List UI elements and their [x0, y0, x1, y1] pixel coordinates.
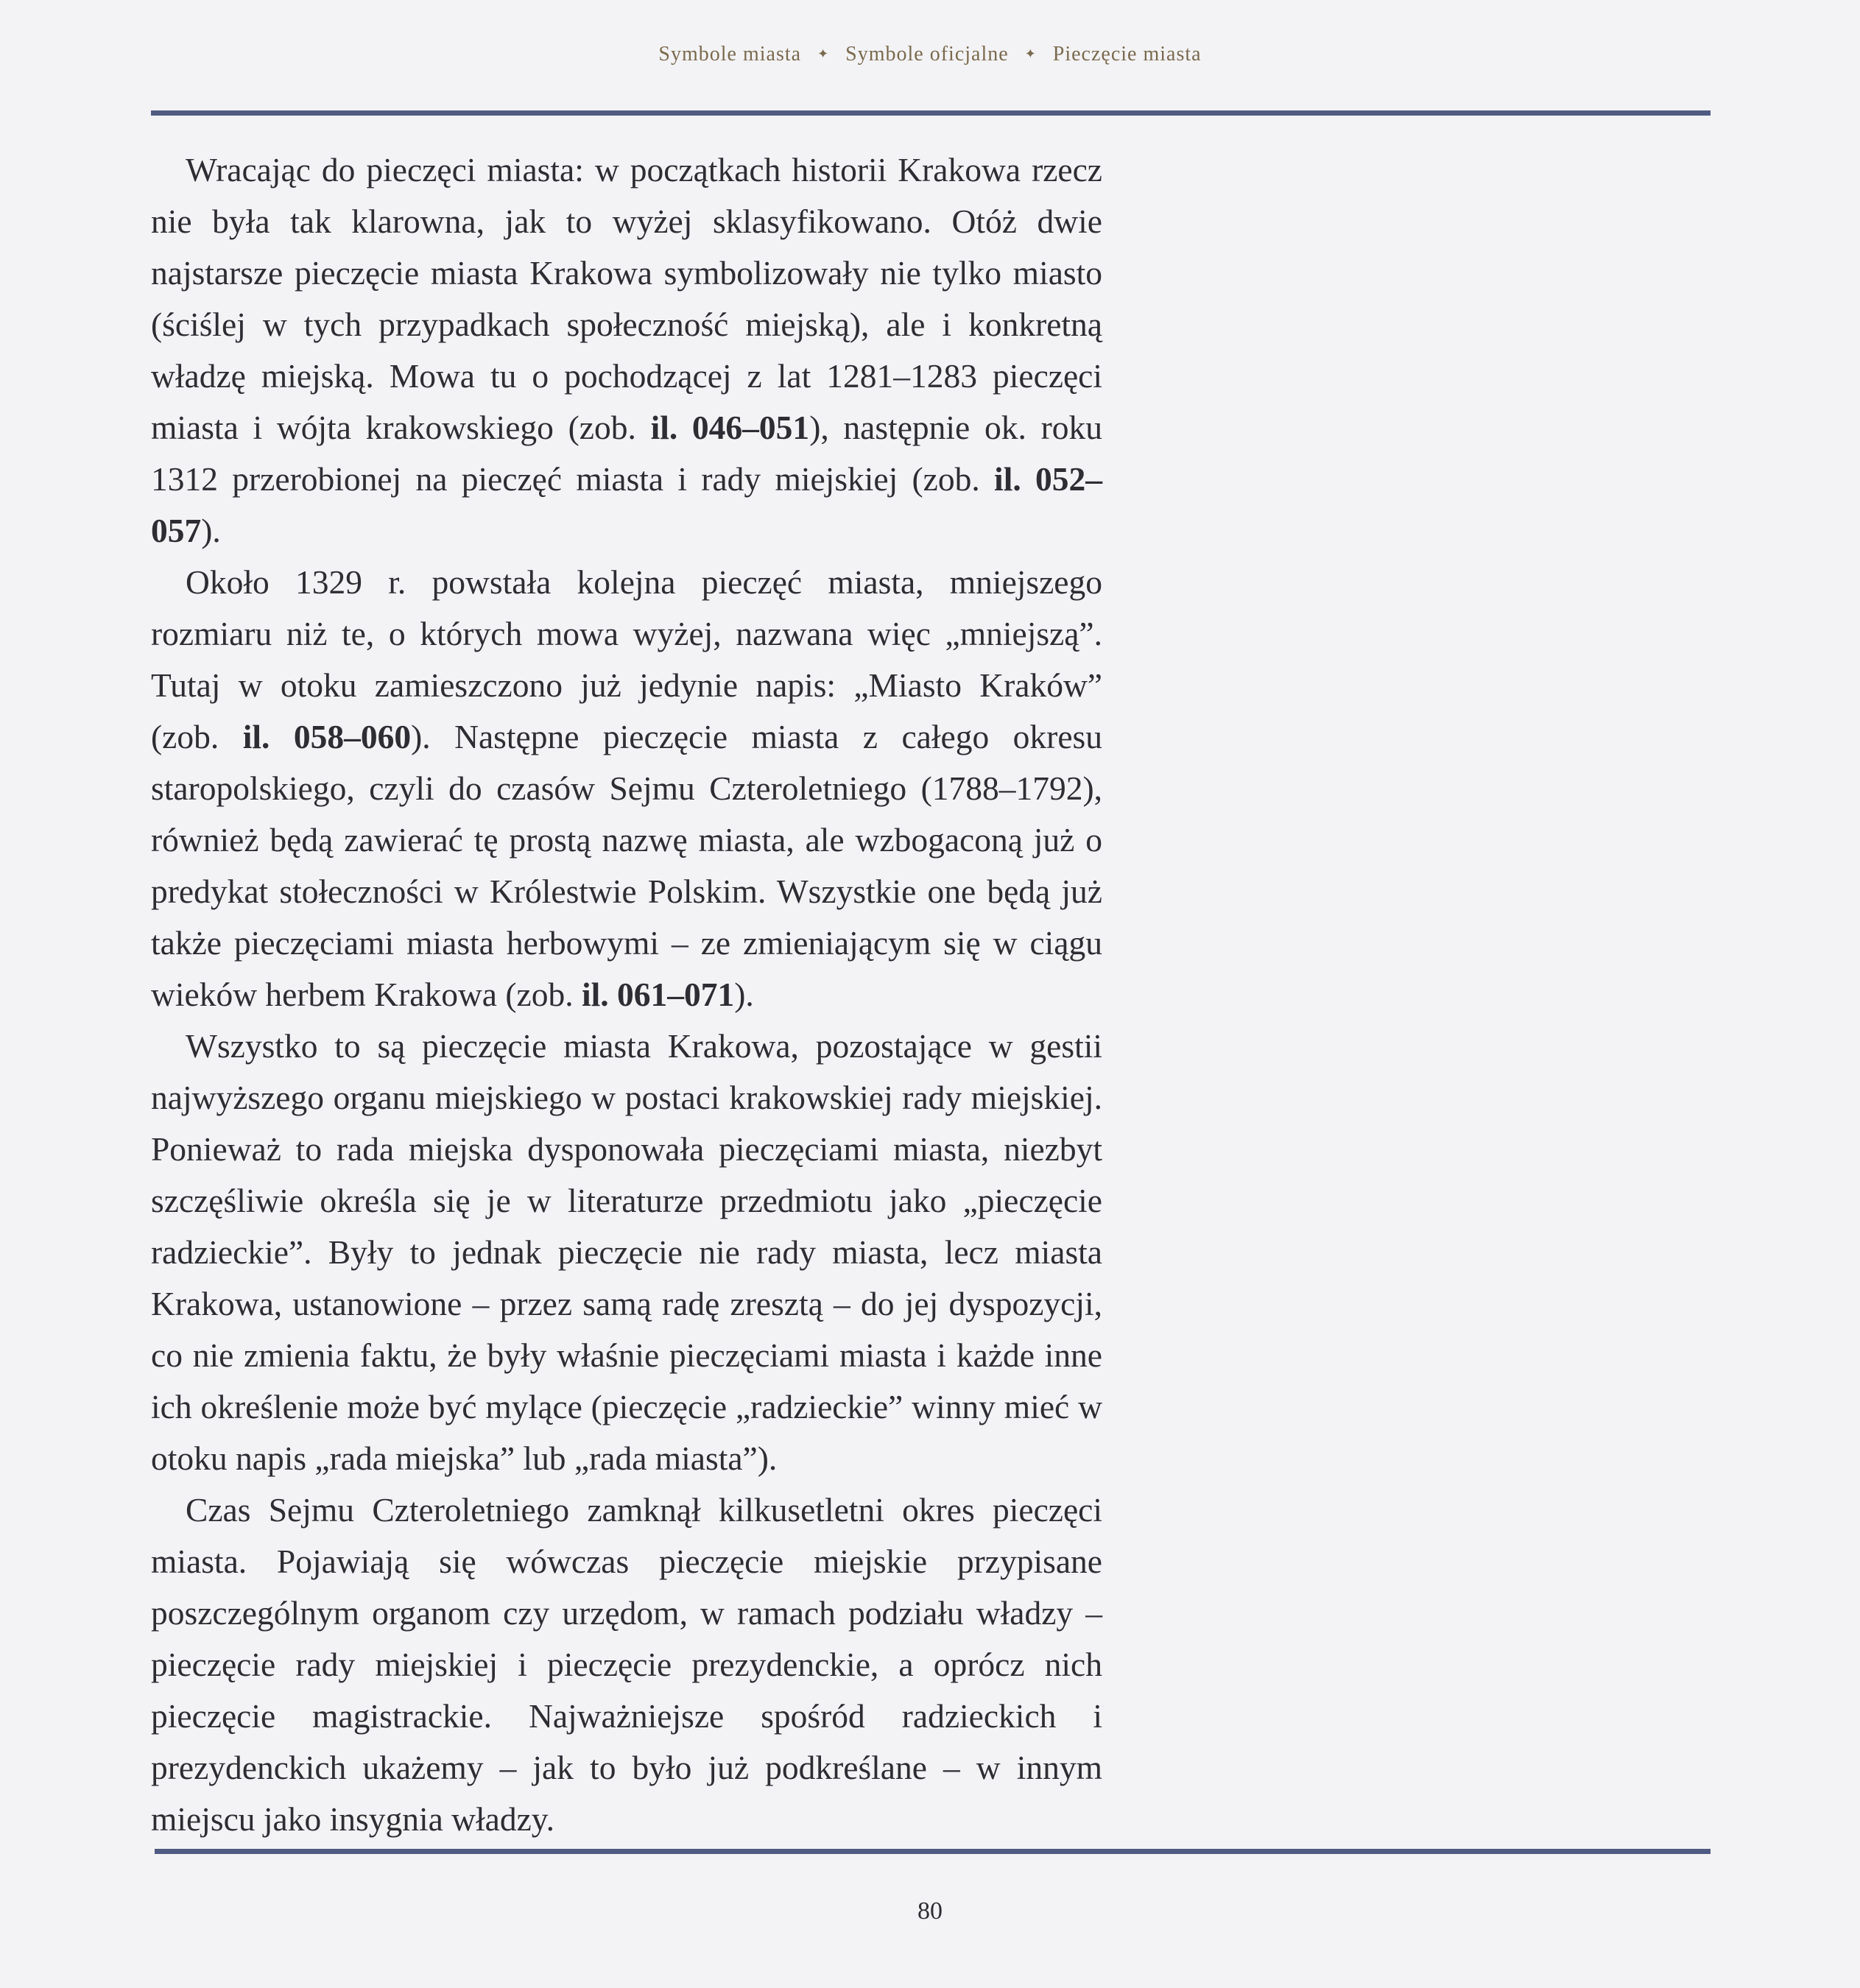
paragraph-3: Wszystko to są pieczęcie miasta Krakowa, pozostające w gestii najwyższego organu miejskiego w postaci krakowskiej rady miejskiej. Ponieważ to rada miejska dysponowała pieczęciami miasta, niezbyt szczęśliwie określa się je w literaturze przedmiotu jako „pieczęcie radzieckie”. Były to jednak pieczęcie nie rady miasta, lecz miasta Krakowa, ustanowione – przez samą radę zresztą – do jej dyspozycji, co nie zmienia faktu, że były właśnie pieczęciami miasta i każde inne ich określenie może być mylące (pieczęcie „radzieckie” winny mieć w otoku napis „rada miejska” lub „rada miasta”). [151, 1027, 1102, 1477]
separator-diamond-icon: ✦ [1024, 46, 1037, 61]
separator-diamond-icon: ✦ [817, 46, 830, 61]
paragraph-1-text-3: ). [201, 512, 221, 549]
page-number: 80 [917, 1897, 943, 1925]
paragraph-4: Czas Sejmu Czteroletniego zamknął kilkusetletni okres pieczęci miasta. Pojawiają się wówczas pieczęcie miejskie przypisane poszczególnym organom czy urzędom, w ramach podziału władzy – pieczęcie rady miejskiej i pieczęcie prezydenckie, a oprócz nich pieczęcie magistrackie. Najważniejsze spośród radzieckich i prezydenckich ukażemy – jak to było już podkreślane – w innym miejscu jako insygnia władzy. [151, 1491, 1102, 1838]
illustration-reference: il. 052–057 [151, 460, 1102, 549]
paragraph-2-text-2: ). Następne pieczęcie miasta z całego okresu staropolskiego, czyli do czasów Sejmu Czteroletniego (1788–1792), również będą zawierać tę prostą nazwę miasta, ale wzbogaconą już o predykat stołeczności w Królestwie Polskim. Wszystkie one będą już także pieczęciami miasta herbowymi – ze zmieniającym się w ciągu wieków herbem Krakowa (zob. [151, 718, 1102, 1013]
header-rule [151, 110, 1711, 116]
body-text [151, 144, 1102, 1845]
paragraph-2-text-3: ). [734, 976, 754, 1013]
illustration-reference: il. 046–051 [650, 409, 810, 446]
paragraph-1-text-1: Wracając do pieczęci miasta: w początkach historii Krakowa rzecz nie była tak klarowna, jak to wyżej sklasyfikowano. Otóż dwie najstarsze pieczęcie miasta Krakowa symbolizowały nie tylko miasto (ściślej w tych przypadkach społeczność miejską), ale i konkretną władzę miejską. Mowa tu o pochodzącej z lat 1281–1283 pieczęci miasta i wójta krakowskiego (zob. [151, 151, 1102, 446]
breadcrumb-item-symbole-miasta: Symbole miasta [658, 43, 802, 66]
footer-rule [155, 1849, 1711, 1854]
breadcrumb-item-pieczecie-miasta: Pieczęcie miasta [1052, 43, 1202, 66]
paragraph-2 [151, 557, 1102, 1021]
breadcrumb-item-symbole-oficjalne: Symbole oficjalne [845, 43, 1009, 66]
paragraph-2-text-1: Około 1329 r. powstała kolejna pieczęć miasta, mniejszego rozmiaru niż te, o których mowa wyżej, nazwana więc „mniejszą”. Tutaj w otoku zamieszczono już jedynie napis: „Miasto Kraków” (zob. [151, 563, 1102, 755]
running-header [0, 43, 1860, 66]
illustration-reference: il. 058–060 [242, 718, 412, 755]
paragraph-1 [151, 144, 1102, 557]
paragraph-1-text-2: ), następnie ok. roku 1312 przerobionej na pieczęć miasta i rady miejskiej (zob. [151, 409, 1102, 498]
illustration-reference: il. 061–071 [581, 976, 735, 1013]
